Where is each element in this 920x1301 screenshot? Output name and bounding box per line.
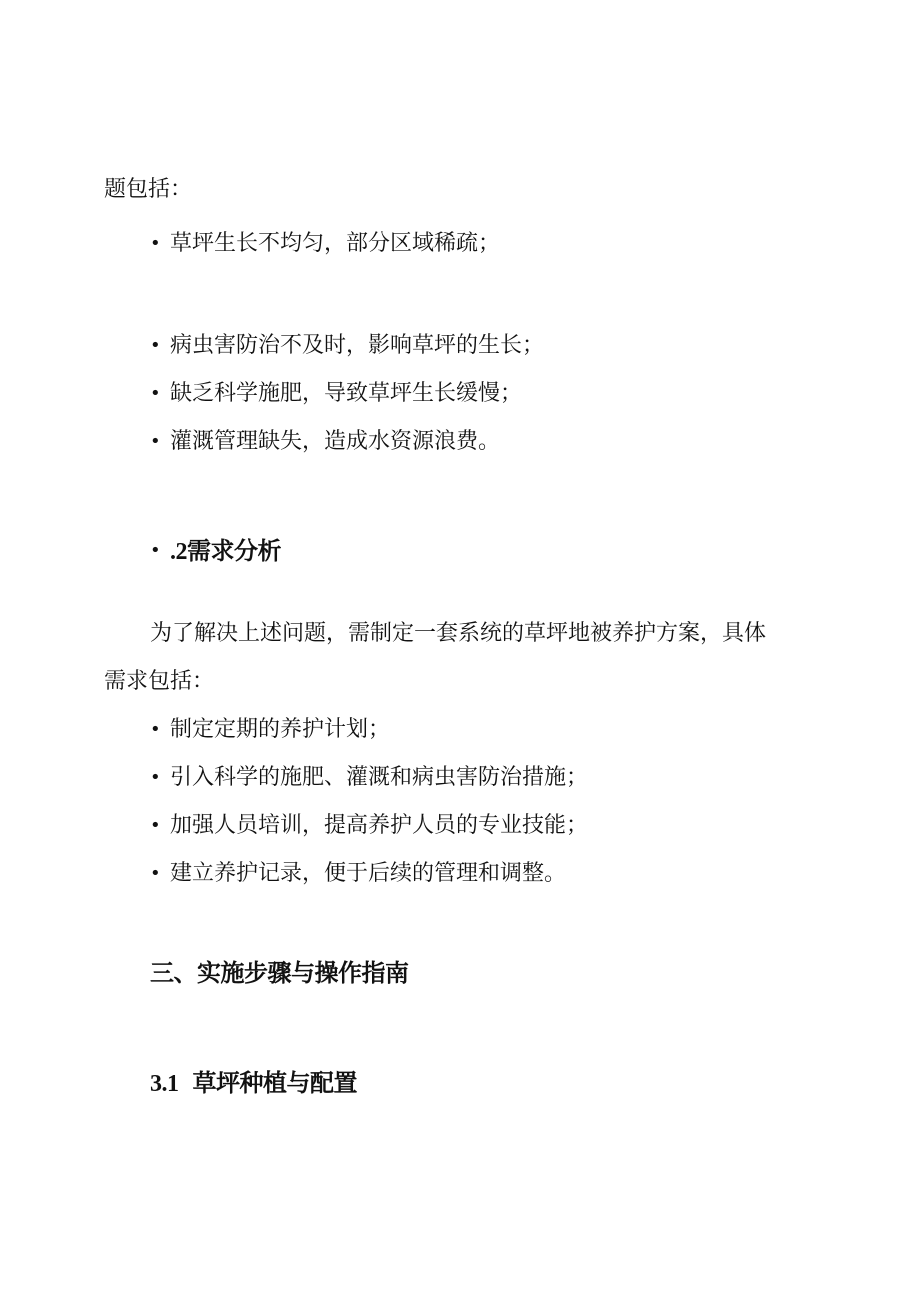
bullet-icon: •	[150, 863, 161, 884]
paragraph-line: 需求包括：	[104, 669, 215, 694]
section-title: 草坪种植与配置	[192, 1069, 357, 1097]
chapter-title: 三、实施步骤与操作指南	[150, 959, 409, 987]
list-item-text: 灌溉管理缺失，造成水资源浪费。	[170, 429, 501, 454]
list-item	[150, 860, 566, 888]
list-item	[150, 812, 588, 840]
list-item-text: 建立养护记录，便于后续的管理和调整。	[170, 861, 567, 886]
bullet-icon: •	[150, 540, 161, 561]
list-item	[150, 380, 522, 408]
section-number: 3.1	[150, 1071, 179, 1097]
bullet-icon: •	[150, 719, 161, 740]
list-item	[150, 230, 500, 258]
paragraph-fragment: 题包括：	[104, 177, 193, 202]
bullet-icon: •	[150, 383, 161, 404]
bullet-icon: •	[150, 767, 161, 788]
list-item	[150, 428, 500, 456]
list-item	[150, 764, 588, 792]
list-item-text: 加强人员培训，提高养护人员的专业技能；	[170, 813, 589, 838]
section-title: 需求分析	[187, 537, 281, 565]
bullet-icon: •	[150, 431, 161, 452]
section-number: .2	[170, 539, 187, 565]
list-item-text: 病虫害防治不及时，影响草坪的生长；	[170, 333, 545, 358]
section-heading-2	[150, 536, 281, 567]
list-item-text: 制定定期的养护计划；	[170, 717, 391, 742]
bullet-icon: •	[150, 233, 161, 254]
bullet-icon: •	[150, 815, 161, 836]
bullet-icon: •	[150, 335, 161, 356]
list-item	[150, 716, 390, 744]
section-heading-3-1	[150, 1068, 357, 1099]
list-item-text: 缺乏科学施肥，导致草坪生长缓慢；	[170, 381, 523, 406]
list-item-text: 草坪生长不均匀，部分区域稀疏；	[170, 231, 501, 256]
paragraph-line: 为了解决上述问题，需制定一套系统的草坪地被养护方案，具体	[150, 621, 767, 646]
list-item-text: 引入科学的施肥、灌溉和病虫害防治措施；	[170, 765, 589, 790]
list-item	[150, 332, 544, 360]
